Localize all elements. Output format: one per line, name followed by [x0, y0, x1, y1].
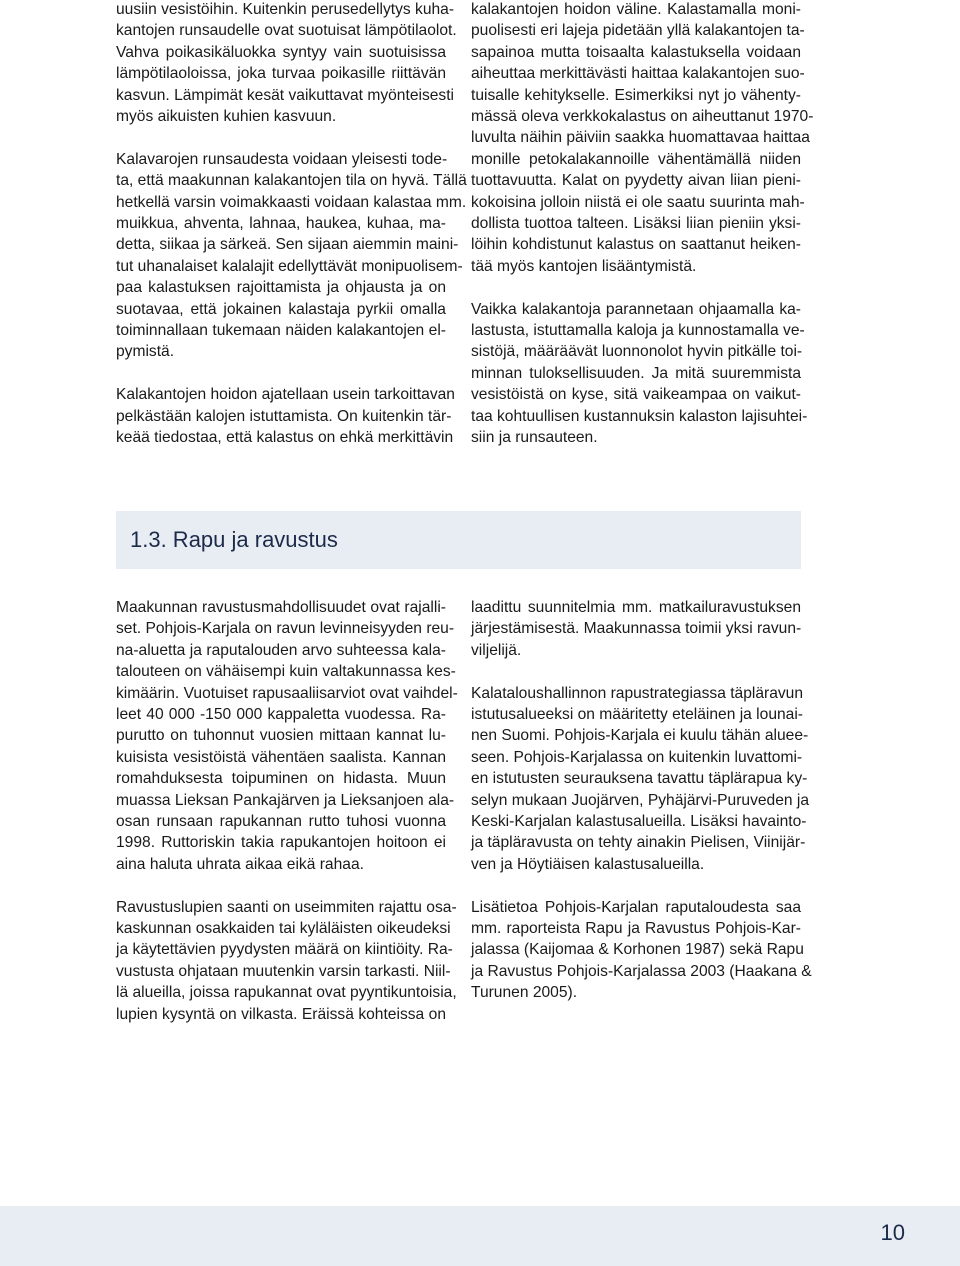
- text-line: puolisesti eri lajeja pidetään yllä kalakantojen ta-: [471, 22, 805, 40]
- text-line: kantojen runsaudelle ovat suotuisat lämpötilaolot.: [116, 22, 457, 40]
- top-left-column: [116, 0, 467, 449]
- text-line: paa kalastuksen rajoittamista ja ohjausta ja on: [116, 279, 446, 297]
- text-line: monille petokalakannoille vähentämällä niiden: [471, 150, 801, 168]
- paragraph: [471, 897, 812, 1004]
- top-right-column: [471, 0, 814, 449]
- text-line: Kalavarojen runsaudesta voidaan yleisesti tode-: [116, 150, 448, 168]
- text-line: nen Suomi. Pohjois-Karjala ei kuulu tähän aluee-: [471, 727, 809, 745]
- text-line: luvulta näihin päiviin saakka huomattavaa haittaa: [471, 129, 810, 147]
- text-line: suotavaa, että jokainen kalastaja pyrkii omalla: [116, 300, 446, 318]
- text-line: ja käytettävien pyydysten määrä on kiintiöity. Ra-: [116, 941, 453, 959]
- text-line: osan runsaan rapukannan rutto tuhosi vuonna: [116, 813, 446, 831]
- text-line: muassa Lieksan Pankajärven ja Lieksanjoen ala-: [116, 791, 455, 809]
- text-line: romahduksesta toipuminen on hidasta. Muun: [116, 770, 446, 788]
- text-line: kalakantojen hoidon väline. Kalastamalla moni-: [471, 1, 801, 18]
- page-number: 10: [880, 1220, 905, 1245]
- text-line: leet 40 000 -150 000 kappaletta vuodessa. Ra-: [116, 706, 446, 724]
- text-line: löihin kohdistunut kalastus on saattanut heiken-: [471, 236, 801, 254]
- text-line: minnan tuloksellisuuden. Ja mitä suuremmista: [471, 364, 801, 382]
- text-line: 1998. Ruttoriskin takia rapukantojen hoitoon ei: [116, 834, 446, 852]
- text-line: kaskunnan osakkaiden tai kyläläisten oikeudeksi: [116, 920, 451, 938]
- text-line: Ravustuslupien saanti on useimmiten rajattu osa-: [116, 898, 457, 916]
- text-line: selyn mukaan Juojärven, Pyhäjärvi-Puruveden ja: [471, 791, 810, 809]
- text-line: purutto on tuhonnut vuosien mittaan kannat lu-: [116, 727, 446, 745]
- page-footer-band: [0, 1206, 960, 1266]
- text-line: pelkästään kalojen istuttamista. On kuitenkin tär-: [116, 407, 452, 425]
- text-line: aiheuttaa merkittävästi haittaa kalakantojen suo-: [471, 65, 805, 83]
- text-line: na-aluetta ja raputalouden arvo suhteessa kala-: [116, 641, 446, 659]
- paragraph: [471, 0, 814, 277]
- section-heading: 1.3. Rapu ja ravustus: [130, 527, 338, 552]
- text-line: seen. Pohjois-Karjalassa on kuitenkin luvattomi-: [471, 748, 803, 766]
- text-line: muikkua, ahventa, lahnaa, haukea, kuhaa, ma-: [116, 215, 446, 233]
- paragraph: [471, 683, 810, 876]
- text-line: ven ja Höytiäisen kalastusalueilla.: [471, 855, 705, 873]
- paragraph: [116, 897, 457, 1025]
- paragraph: [116, 384, 455, 448]
- text-line: vesistöistä on kyse, sitä vaikeampaa on vaikut-: [471, 386, 801, 404]
- text-line: Vaikka kalakantoja parannetaan ohjaamalla ka-: [471, 300, 801, 318]
- text-line: Vahva poikasikäluokka syntyy vain suotuisissa: [116, 43, 446, 61]
- paragraph: [116, 0, 457, 127]
- paragraph: [116, 149, 467, 363]
- text-line: ta, että maakunnan kalakantojen tila on hyvä. Tällä: [116, 172, 467, 190]
- text-line: keää tiedostaa, että kalastus on ehkä merkittävin: [116, 429, 454, 447]
- text-line: järjestämisestä. Maakunnassa toimii yksi ravun-: [471, 620, 802, 638]
- text-line: talouteen on vähäisempi kuin valtakunnassa kes-: [116, 663, 456, 681]
- bottom-left-column: [116, 597, 458, 1025]
- text-line: Lisätietoa Pohjois-Karjalan raputaloudesta saa: [471, 898, 801, 916]
- text-line: vustusta ohjataan muutenkin varsin tarkasti. Niil-: [116, 962, 451, 980]
- paragraph: [116, 597, 458, 875]
- text-line: ja täpläravusta on tehty ainakin Pielisen, Viinijär-: [471, 834, 806, 852]
- text-line: lastusta, istuttamalla kaloja ja kunnostamalla ve-: [471, 322, 805, 340]
- text-line: sistöjä, määräävät luonnonolot hyvin pitkälle toi-: [471, 343, 803, 361]
- text-line: ja Ravustus Pohjois-Karjalassa 2003 (Haakana &: [471, 962, 812, 980]
- text-line: Turunen 2005).: [471, 984, 578, 1002]
- text-line: tuottavuutta. Kalat on pyydetty aivan liian pieni-: [471, 172, 801, 190]
- text-line: kimäärin. Vuotuiset rapusaaliisarviot ovat vaihdel-: [116, 684, 458, 702]
- text-line: viljelijä.: [471, 641, 522, 659]
- text-line: aina haluta uhrata aikaa eikä rahaa.: [116, 855, 364, 873]
- paragraph: [471, 299, 808, 449]
- text-line: lä alueilla, joissa rapukannat ovat pyyntikuntoisia,: [116, 984, 457, 1002]
- text-line: hetkellä varsin voimakkaasti voidaan kalastaa mm.: [116, 193, 467, 211]
- text-line: en istutusten seurauksena tavattu täplärapua ky-: [471, 770, 808, 788]
- text-line: pymistä.: [116, 343, 175, 361]
- text-line: Keski-Karjalan kalastusalueilla. Lisäksi havainto-: [471, 813, 807, 831]
- text-line: lämpötilaoloissa, joka turvaa poikasille riittävän: [116, 65, 446, 83]
- text-line: mässä oleva verkkokalastus on aiheuttanut 1970-: [471, 108, 814, 126]
- text-line: siin ja runsauteen.: [471, 429, 598, 447]
- section-heading-band: [116, 511, 801, 569]
- text-line: tää myös kantojen lisääntymistä.: [471, 257, 697, 275]
- text-line: kuisista vesistöistä vähentäen saalista. Kannan: [116, 748, 446, 766]
- text-line: lupien kysyntä on vilkasta. Eräissä kohteissa on: [116, 1005, 446, 1023]
- text-line: Kalakantojen hoidon ajatellaan usein tarkoittavan: [116, 386, 455, 404]
- text-line: set. Pohjois-Karjala on ravun levinneisyyden reu-: [116, 620, 455, 638]
- bottom-right-column: [471, 597, 812, 1004]
- text-line: uusiin vesistöihin. Kuitenkin perusedellytys kuha-: [116, 1, 455, 18]
- text-line: dollista tuottoa talteen. Lisäksi liian pieniin yksi-: [471, 215, 801, 233]
- text-line: istutusalueeksi on määritetty eteläinen ja lounai-: [471, 706, 803, 724]
- text-line: Maakunnan ravustusmahdollisuudet ovat rajalli-: [116, 599, 446, 616]
- text-line: sapainoa mutta toisaalta kalastuksella voidaan: [471, 43, 801, 61]
- text-line: laadittu suunnitelmia mm. matkailuravustuksen: [471, 599, 801, 616]
- text-line: taa kohtuullisen kustannuksin kalaston lajisuhtei-: [471, 407, 808, 425]
- text-line: detta, siikaa ja särkeä. Sen sijaan aiemmin maini-: [116, 236, 459, 254]
- text-line: myös aikuisten kuhien kasvuun.: [116, 108, 337, 126]
- text-line: jalassa (Kaijomaa & Korhonen 1987) sekä Rapu: [471, 941, 804, 959]
- text-line: tuisalle kehitykselle. Esimerkiksi nyt jo vähenty-: [471, 86, 801, 104]
- paragraph: [471, 597, 801, 661]
- text-line: kokoisina jolloin niistä ei ole saatu suurinta mah-: [471, 193, 805, 211]
- text-line: Kalataloushallinnon rapustrategiassa täpläravun: [471, 684, 804, 702]
- text-line: kasvun. Lämpimät kesät vaikuttavat myönteisesti: [116, 86, 455, 104]
- text-line: tut uhanalaiset kalalajit edellyttävät monipuolisem-: [116, 257, 463, 275]
- text-line: mm. raporteista Rapu ja Ravustus Pohjois-Kar-: [471, 920, 801, 938]
- text-line: toiminnallaan tukemaan näiden kalakantojen el-: [116, 322, 446, 340]
